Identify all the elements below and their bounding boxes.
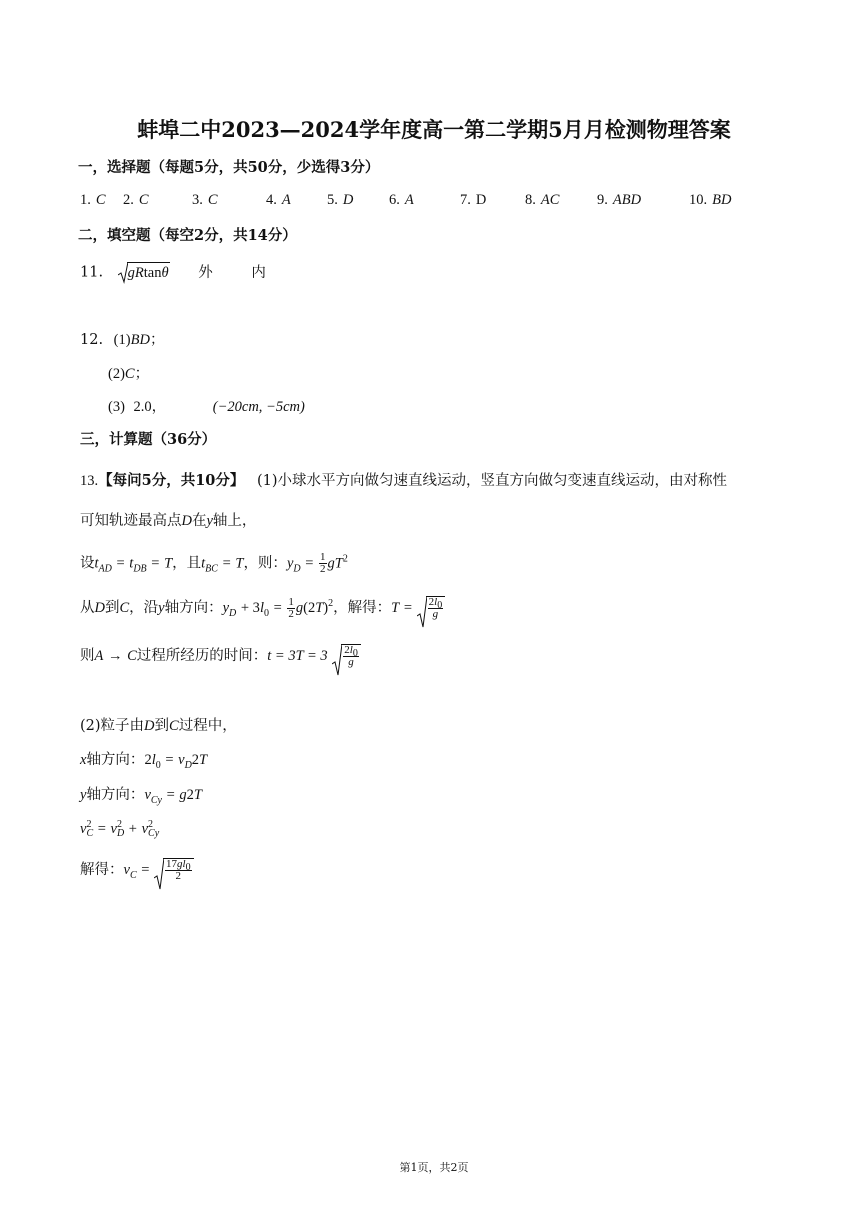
arrow: → — [107, 648, 123, 664]
choice-number: 5. — [327, 192, 338, 208]
symbol-l: l — [259, 600, 264, 616]
sqrt-expression — [154, 858, 194, 882]
symbol-g: g — [327, 555, 335, 572]
q13-y-equation: y轴方向：$v_{Cy} = g2T$ — [80, 787, 202, 806]
symbol-A: A — [94, 648, 104, 664]
radical-sign — [118, 262, 128, 284]
denominator: 2 — [288, 607, 294, 620]
symbol-l: l — [349, 644, 353, 656]
subscript: D — [116, 828, 125, 839]
choice-number: 9. — [597, 192, 608, 208]
q13-x-equation: x轴方向：$2l_0 = v_D2T$ — [80, 752, 208, 771]
symbol-g: g — [295, 600, 304, 616]
q12-line-3 — [108, 397, 305, 417]
radical-sign — [332, 644, 342, 676]
subscript: D — [229, 607, 237, 619]
subscript: BC — [205, 563, 218, 575]
symbol-v: v — [141, 821, 149, 837]
sqrt-expression — [417, 596, 446, 620]
denominator: g — [348, 656, 354, 668]
q13-line-2 — [80, 511, 256, 531]
section-heading-fill: 二，填空题（每空2分，共14分） — [78, 227, 297, 244]
time-expression: t = 3T = 3 — [267, 648, 328, 664]
text: 轴方向： — [164, 600, 223, 616]
subscript: 0 — [155, 759, 161, 771]
choice-answer: C — [207, 192, 218, 208]
text: ，解得： — [333, 600, 392, 616]
symbol-l: l — [151, 752, 156, 768]
tan-function: tan — [143, 265, 162, 281]
section-heading-calc: 三，计算题（36分） — [80, 431, 217, 448]
q11-answer — [80, 262, 266, 283]
text: 可知轨迹最高点 — [80, 513, 182, 529]
choice-number: 6. — [389, 192, 400, 208]
q12-part3-value: 2.0， — [133, 399, 167, 415]
text: 在 — [191, 513, 207, 529]
q13-velocity-equation: v 2 C = v 2 D + v 2 Cy — [80, 819, 160, 839]
subscript: 0 — [352, 648, 358, 660]
text: ，沿 — [129, 600, 159, 616]
text: 设 — [80, 555, 95, 572]
subscript: D — [293, 563, 301, 575]
text: 到 — [104, 600, 120, 616]
subscript: 0 — [185, 862, 191, 874]
choice-number: 1. — [80, 192, 91, 208]
symbol-y: y — [158, 600, 165, 616]
sqrt-expression — [332, 644, 361, 668]
section-heading-choice: 一，选择题（每题5分，共50分，少选得3分） — [78, 159, 380, 176]
choice-answer-item — [389, 192, 414, 209]
page-title: 蚌埠二中2023—2024学年度高一第二学期5月月检测物理答案 — [137, 117, 731, 142]
q13-part2-intro — [80, 716, 237, 736]
radical-sign — [154, 858, 164, 890]
text: 过程中， — [178, 718, 237, 734]
q12-part2-answer: C — [124, 366, 135, 382]
numerator: 1 — [320, 551, 326, 563]
symbol-C: C — [119, 600, 130, 616]
text: 解得： — [80, 862, 124, 878]
choice-answer: D — [342, 192, 354, 208]
choice-answer-item — [123, 192, 149, 209]
choice-answer-item — [327, 192, 353, 209]
symbol-v: v — [80, 821, 87, 837]
symbol-l: l — [434, 596, 438, 608]
denominator: g — [432, 608, 439, 620]
q13-equation-3 — [80, 644, 361, 668]
symbol-T: T — [334, 555, 343, 572]
symbol-T: T — [193, 787, 202, 803]
fraction: $\frac{17gl_0}{2}$ — [166, 858, 191, 882]
q13-score: 【每问5分，共10分】 — [98, 472, 245, 489]
q13-intro — [80, 471, 727, 491]
symbol-v: v — [123, 862, 130, 878]
subscript: D — [184, 759, 192, 771]
text: ，且 — [172, 555, 202, 572]
choice-number: 8. — [525, 192, 536, 208]
q13-equation-1: 设$t_{AD} = t_{DB} = T$，且$t_{BC} = T$，则：$y_D$ = $\frac{1}{2}$ $gT^2$ — [80, 551, 348, 575]
choice-number: 10. — [689, 192, 708, 208]
q12-number: 12. — [80, 332, 104, 348]
choice-answer: AC — [540, 192, 560, 208]
q12-part1-label: (1) — [113, 332, 131, 348]
symbol-D: D — [181, 513, 192, 529]
denominator: 2 — [175, 870, 182, 882]
q12-line-2 — [108, 364, 149, 384]
symbol-y: y — [286, 555, 294, 572]
fraction-half — [319, 552, 327, 575]
q13-number: 13. — [80, 473, 99, 489]
symbol-t: t — [129, 555, 134, 572]
sqrt-expression — [118, 262, 170, 283]
fraction: $\frac{2l_0}{g}$ — [344, 644, 358, 668]
subscript: 0 — [263, 607, 269, 619]
subscript: C — [86, 828, 94, 839]
symbol-y: y — [206, 513, 213, 529]
angle-theta: θ — [161, 265, 169, 281]
text: (2)粒子由 — [80, 718, 145, 734]
symbol-y: y — [80, 787, 87, 803]
q11-number: 11. — [80, 264, 104, 281]
symbol-T: T — [391, 600, 400, 616]
symbol-D: D — [94, 600, 105, 616]
q12-line-1 — [80, 330, 164, 350]
subscript: AD — [98, 563, 112, 575]
choice-answer-item — [689, 192, 731, 209]
choice-answer: ABD — [612, 192, 642, 208]
symbol-T: T — [315, 600, 324, 616]
text: ，则： — [243, 555, 287, 572]
q11-answer-2: 外 — [198, 264, 213, 281]
symbol-C: C — [127, 648, 137, 664]
choice-answer: A — [281, 192, 291, 208]
choice-answer: A — [404, 192, 414, 208]
q12-part1-end: ； — [149, 332, 165, 348]
q12-part3-coordinate: (−20cm, −5cm) — [212, 399, 305, 415]
symbol-v: v — [144, 787, 151, 803]
q11-answer-3: 内 — [251, 264, 266, 281]
symbol-v: v — [178, 752, 185, 768]
q12-part3-label: (3) — [108, 399, 125, 415]
subscript: Cy — [148, 828, 160, 839]
fraction: $\frac{2l_0}{g}$ — [428, 596, 443, 620]
symbol-x: x — [80, 752, 87, 768]
choice-answer: C — [138, 192, 149, 208]
q13-equation-2: 从D到C，沿y轴方向：$y_D + 3l_0$ = $\frac{1}{2}$ $g(2T)^2$，解得：T = $\frac{2l_0}{g}$ — [80, 596, 445, 620]
subscript: Cy — [150, 794, 162, 806]
q12-part2-end: ； — [134, 366, 150, 382]
text: 轴上， — [212, 513, 257, 529]
choice-answer: D — [475, 192, 487, 208]
subscript: C — [129, 869, 137, 881]
choice-answer-item — [460, 192, 486, 209]
symbol-T: T — [199, 752, 208, 768]
choice-answer-item — [192, 192, 218, 209]
numerator: 1 — [288, 595, 294, 608]
choice-number: 2. — [123, 192, 134, 208]
text: 轴方向： — [86, 787, 145, 803]
choice-answer-item — [525, 192, 559, 209]
q12-part1-answer: BD — [130, 332, 150, 348]
text: 到 — [154, 718, 170, 734]
choice-number: 4. — [266, 192, 277, 208]
symbol-D: D — [144, 718, 155, 734]
choice-number: 7. — [460, 192, 471, 208]
symbol-t: t — [94, 555, 99, 572]
text: 则 — [80, 648, 95, 664]
choice-answer-item — [597, 192, 641, 209]
choice-number: 3. — [192, 192, 203, 208]
symbol-v: v — [110, 821, 117, 837]
symbol-t: t — [201, 555, 206, 572]
symbol-T: T — [235, 555, 244, 572]
symbol-T: T — [164, 555, 173, 572]
symbol-C: C — [169, 718, 179, 734]
subscript: DB — [133, 563, 147, 575]
choice-answer: C — [95, 192, 106, 208]
text: 轴方向： — [86, 752, 145, 768]
choice-answer: BD — [712, 192, 732, 208]
fraction-half — [287, 597, 295, 620]
q13-final-answer: 解得：$v_C$ = $\frac{17gl_0}{2}$ — [80, 858, 194, 882]
subscript: 0 — [437, 600, 443, 612]
q12-part2-label: (2) — [108, 366, 125, 382]
choice-answer-item — [266, 192, 291, 209]
q13-intro-text: (1)小球水平方向做匀速直线运动，竖直方向做匀变速直线运动，由对称性 — [257, 473, 728, 489]
choice-answer-item — [80, 192, 106, 209]
page-footer: 第1页，共2页 — [399, 1161, 469, 1174]
symbol-g: g — [179, 787, 187, 803]
radicand-gR: gR — [127, 265, 144, 281]
denominator: 2 — [320, 563, 326, 575]
symbol-y: y — [222, 600, 230, 616]
text: 从 — [80, 600, 95, 616]
radical-sign — [417, 596, 427, 628]
text: 过程所经历的时间： — [136, 648, 268, 664]
